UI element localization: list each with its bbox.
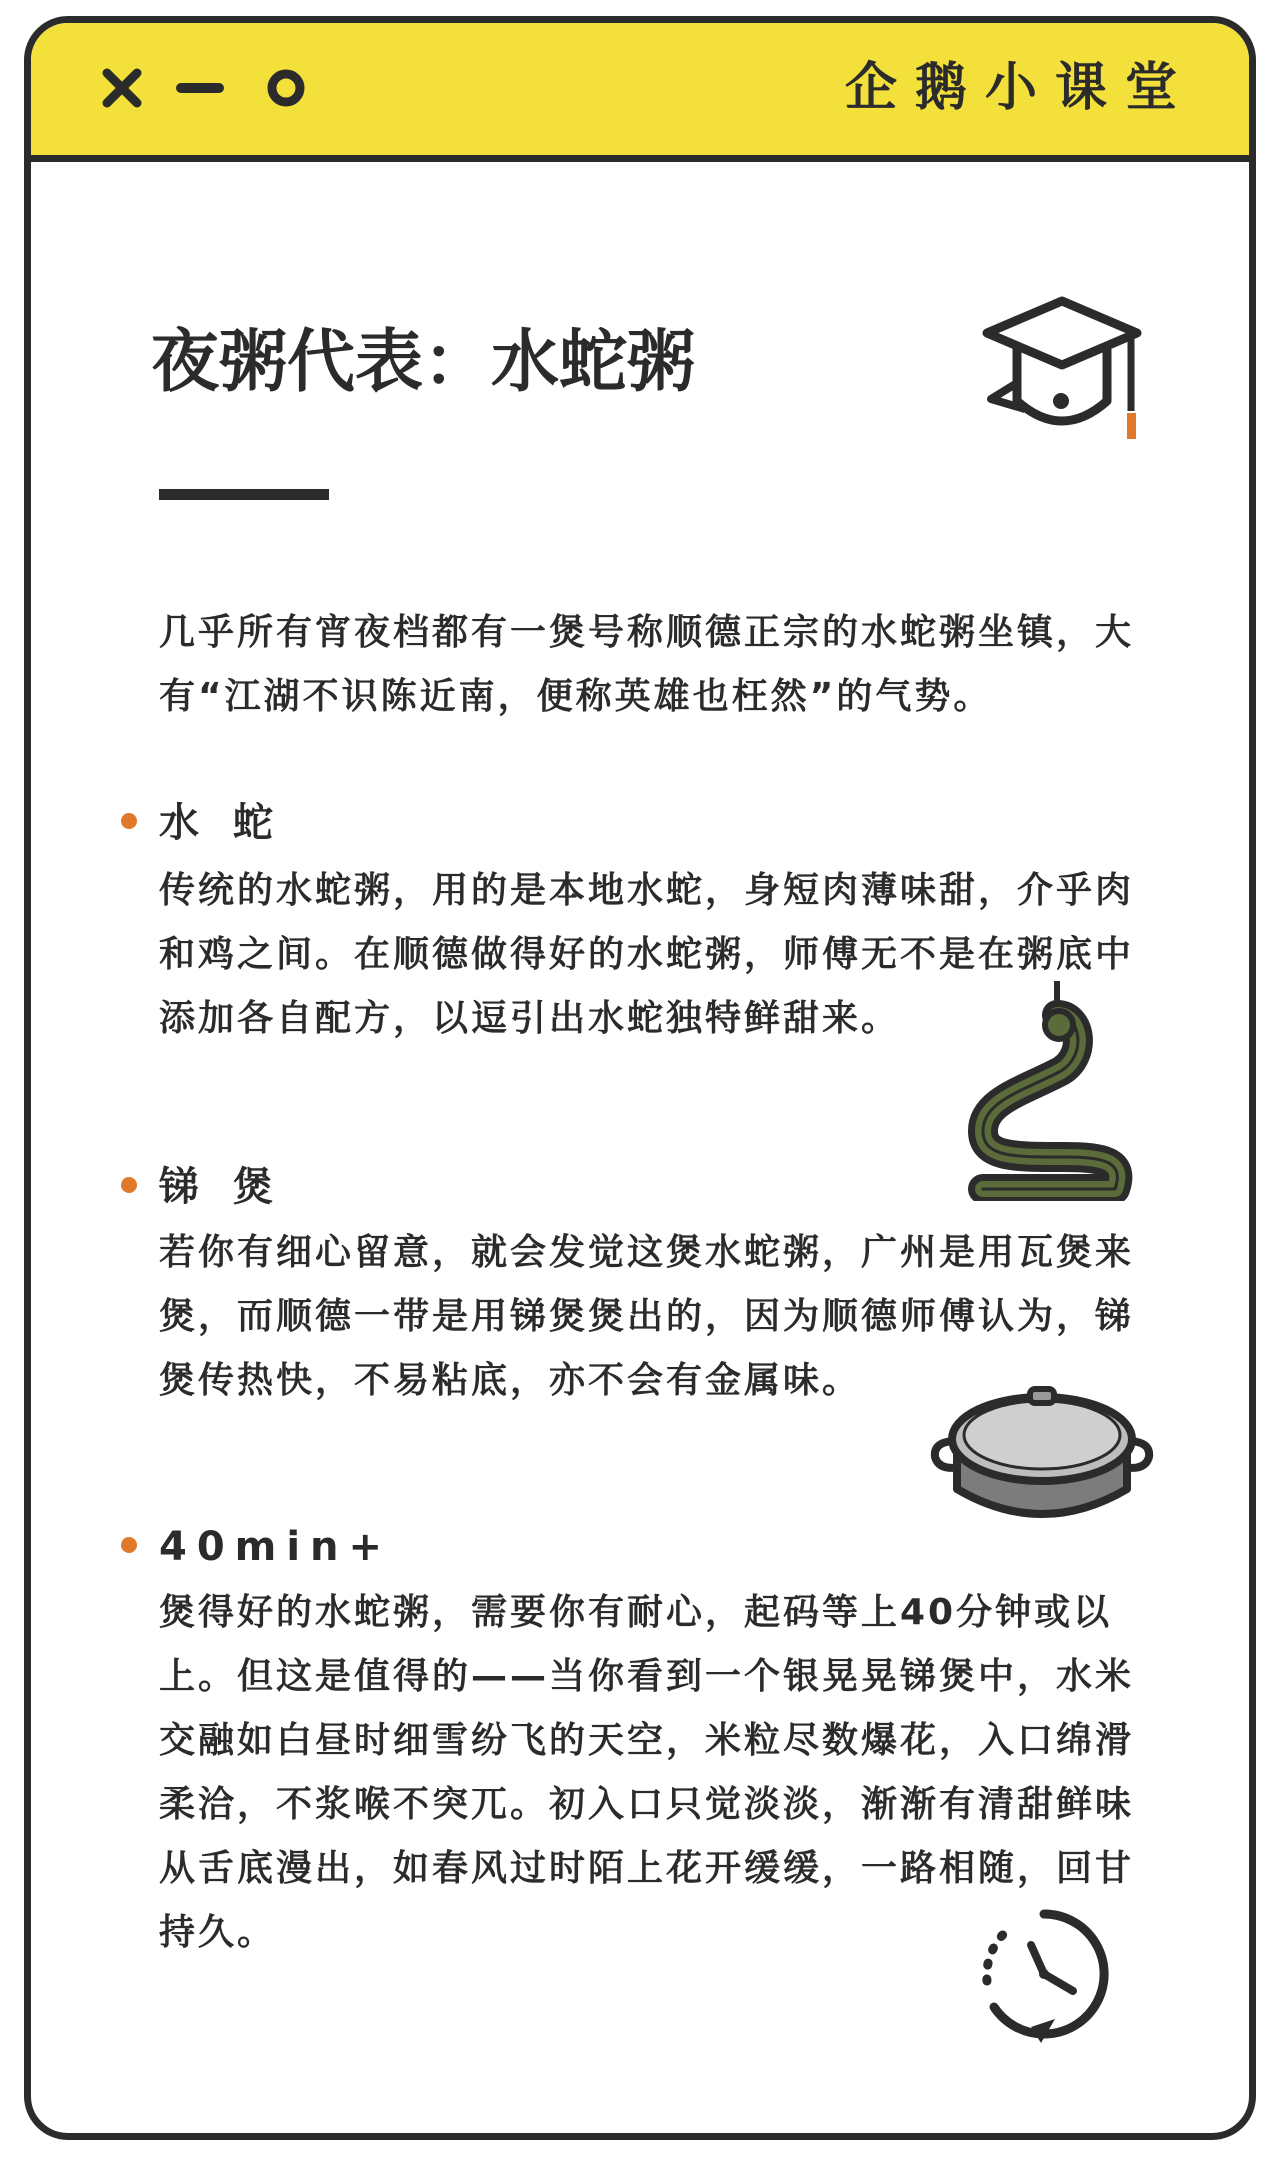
- section-heading-label: 水 蛇: [159, 800, 283, 846]
- intro-paragraph: 几乎所有宵夜档都有一煲号称顺德正宗的水蛇粥坐镇，大有“江湖不识陈近南，便称英雄也枉然”的气势。: [159, 612, 1135, 717]
- clock-icon: [969, 1899, 1119, 2053]
- section-body-time: 煲得好的水蛇粥，需要你有耐心，起码等上40分钟或以上。但这是值得的——当你看到一个银晃晃锑煲中，水米交融如白昼时细雪纷飞的天空，米粒尽数爆花，入口绵滑柔洽，不浆喉不突兀。初入口只觉淡淡，渐渐有清甜鲜味从舌底漫出，如春风过时陌上花开缓缓，一路相随，回甘持久。: [159, 1592, 1135, 1953]
- bullet-dot: [121, 813, 137, 829]
- title-underline: [159, 489, 329, 500]
- bullet-dot: [121, 1177, 137, 1193]
- snake-icon: [953, 981, 1143, 1205]
- section-body-pot: 若你有细心留意，就会发觉这煲水蛇粥，广州是用瓦煲来煲，而顺德一带是用锑煲煲出的，因为顺德师傅认为，锑煲传热快，不易粘底，亦不会有金属味。: [159, 1232, 1135, 1401]
- section-body-snake: 传统的水蛇粥，用的是本地水蛇，身短肉薄味甜，介乎肉和鸡之间。在顺德做得好的水蛇粥，师傅无不是在粥底中添加各自配方，以逗引出水蛇独特鲜甜来。: [159, 870, 1135, 1039]
- brand-title: 企鹅小课堂: [844, 58, 1195, 118]
- page-title: 夜粥代表：水蛇粥: [151, 323, 696, 402]
- lesson-card: [24, 16, 1256, 2140]
- main-content: [31, 23, 1249, 2133]
- section-heading-time: [121, 1517, 392, 1577]
- section-heading-pot: [121, 1157, 283, 1217]
- section-heading-snake: [121, 793, 283, 853]
- section-heading-label: 锑 煲: [159, 1164, 283, 1210]
- graduation-cap-icon: [977, 291, 1147, 465]
- section-heading-label: 40min+: [159, 1524, 393, 1570]
- pot-icon: [927, 1379, 1157, 1543]
- bullet-dot: [121, 1537, 137, 1553]
